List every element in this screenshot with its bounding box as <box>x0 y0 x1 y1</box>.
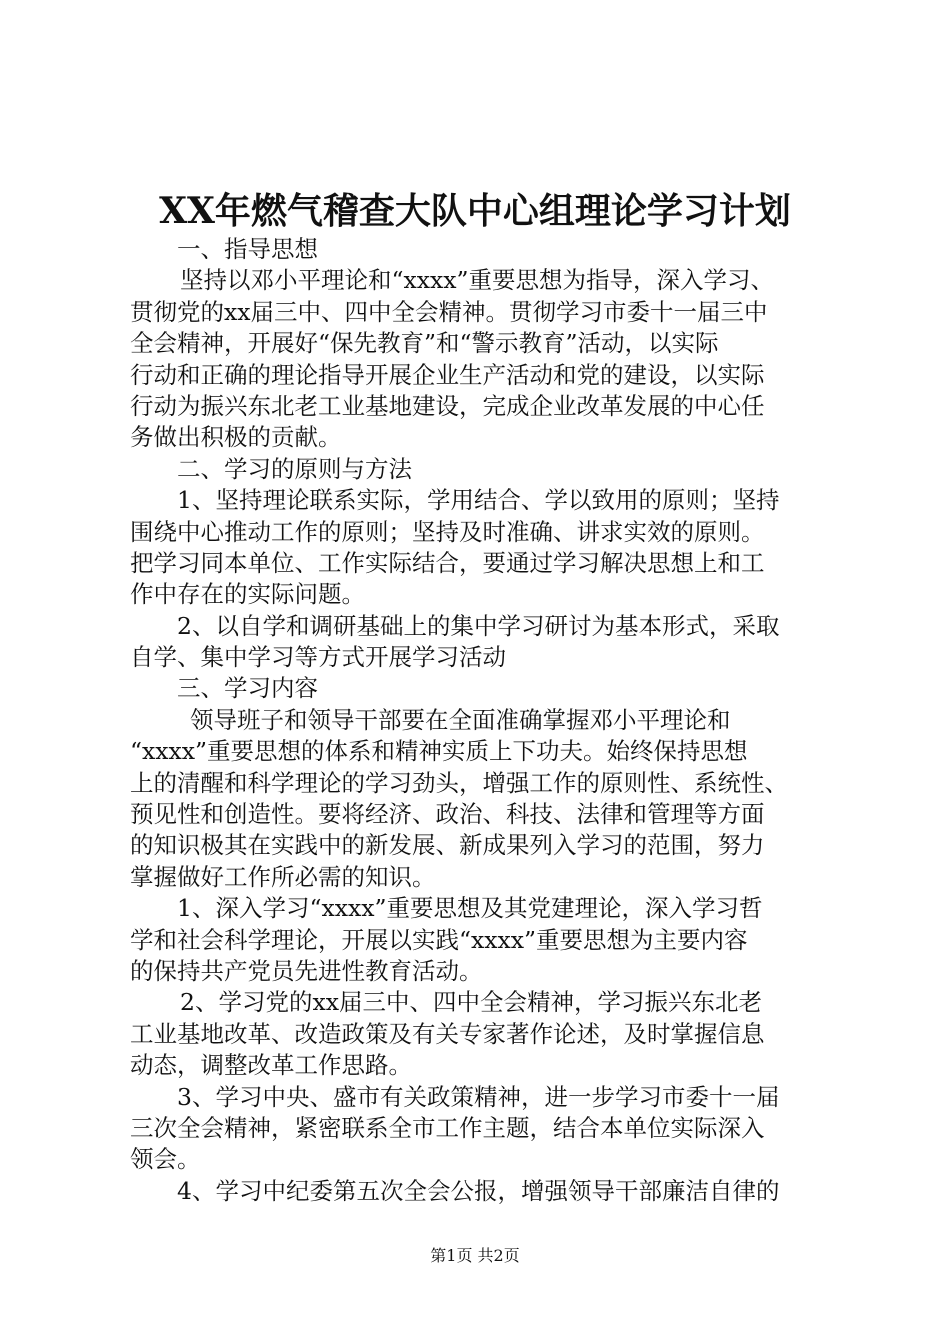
paragraph-line: 务做出积极的贡献。 <box>130 423 342 452</box>
page-footer: 第1页 共2页 <box>430 1246 520 1265</box>
paragraph-line: 三次全会精神，紧密联系全市工作主题，结合本单位实际深入 <box>130 1113 765 1142</box>
section-heading: 二、学习的原则与方法 <box>177 454 412 483</box>
paragraph-line: 4、学习中纪委第五次全会公报，增强领导干部廉洁自律的 <box>177 1176 780 1205</box>
page-title: XX年燃气稽查大队中心组理论学习计划 <box>159 190 791 232</box>
paragraph-line: 上的清醒和科学理论的学习劲头，增强工作的原则性、系统性、 <box>130 768 788 797</box>
paragraph-line: 预见性和创造性。要将经济、政治、科技、法律和管理等方面 <box>130 800 765 829</box>
paragraph-line: 2、以自学和调研基础上的集中学习研讨为基本形式，采取 <box>177 611 780 640</box>
paragraph-line: 1、坚持理论联系实际，学用结合、学以致用的原则；坚持 <box>177 486 780 515</box>
paragraph-line: 的保持共产党员先进性教育活动。 <box>130 956 483 985</box>
paragraph-line: 围绕中心推动工作的原则；坚持及时准确、讲求实效的原则。 <box>130 517 765 546</box>
paragraph-line: 贯彻党的xx届三中、四中全会精神。贯彻学习市委十一届三中 <box>130 297 768 326</box>
section-heading: 一、指导思想 <box>177 235 318 263</box>
paragraph-line: 行动和正确的理论指导开展企业生产活动和党的建设，以实际 <box>130 360 765 389</box>
paragraph-line: “xxxx”重要思想的体系和精神实质上下功夫。始终保持思想 <box>130 737 748 766</box>
paragraph-line: 2、学习党的xx届三中、四中全会精神，学习振兴东北老 <box>180 988 762 1017</box>
paragraph-line: 3、学习中央、盛市有关政策精神，进一步学习市委十一届 <box>177 1082 780 1111</box>
document-body <box>130 234 830 1207</box>
paragraph-line: 坚持以邓小平理论和“xxxx”重要思想为指导，深入学习、 <box>180 266 775 295</box>
paragraph-line: 把学习同本单位、工作实际结合，要通过学习解决思想上和工 <box>130 548 765 577</box>
paragraph-line: 工业基地改革、改造政策及有关专家著作论述，及时掌握信息 <box>130 1019 765 1048</box>
paragraph-line: 领导班子和领导干部要在全面准确掌握邓小平理论和 <box>190 705 731 734</box>
paragraph-line: 行动为振兴东北老工业基地建设，完成企业改革发展的中心任 <box>130 391 765 420</box>
paragraph-line: 动态，调整改革工作思路。 <box>130 1051 412 1080</box>
paragraph-line: 掌握做好工作所必需的知识。 <box>130 862 436 891</box>
section-heading: 三、学习内容 <box>177 674 318 703</box>
paragraph-line: 的知识极其在实践中的新发展、新成果列入学习的范围，努力 <box>130 831 765 860</box>
paragraph-line: 全会精神，开展好“保先教育”和“警示教育”活动，以实际 <box>130 329 719 358</box>
paragraph-line: 1、深入学习“xxxx”重要思想及其党建理论，深入学习哲 <box>177 894 763 923</box>
paragraph-line: 学和社会科学理论，开展以实践“xxxx”重要思想为主要内容 <box>130 925 748 954</box>
paragraph-line: 自学、集中学习等方式开展学习活动 <box>130 643 506 672</box>
paragraph-line: 领会。 <box>130 1145 201 1174</box>
paragraph-line: 作中存在的实际问题。 <box>130 580 365 609</box>
